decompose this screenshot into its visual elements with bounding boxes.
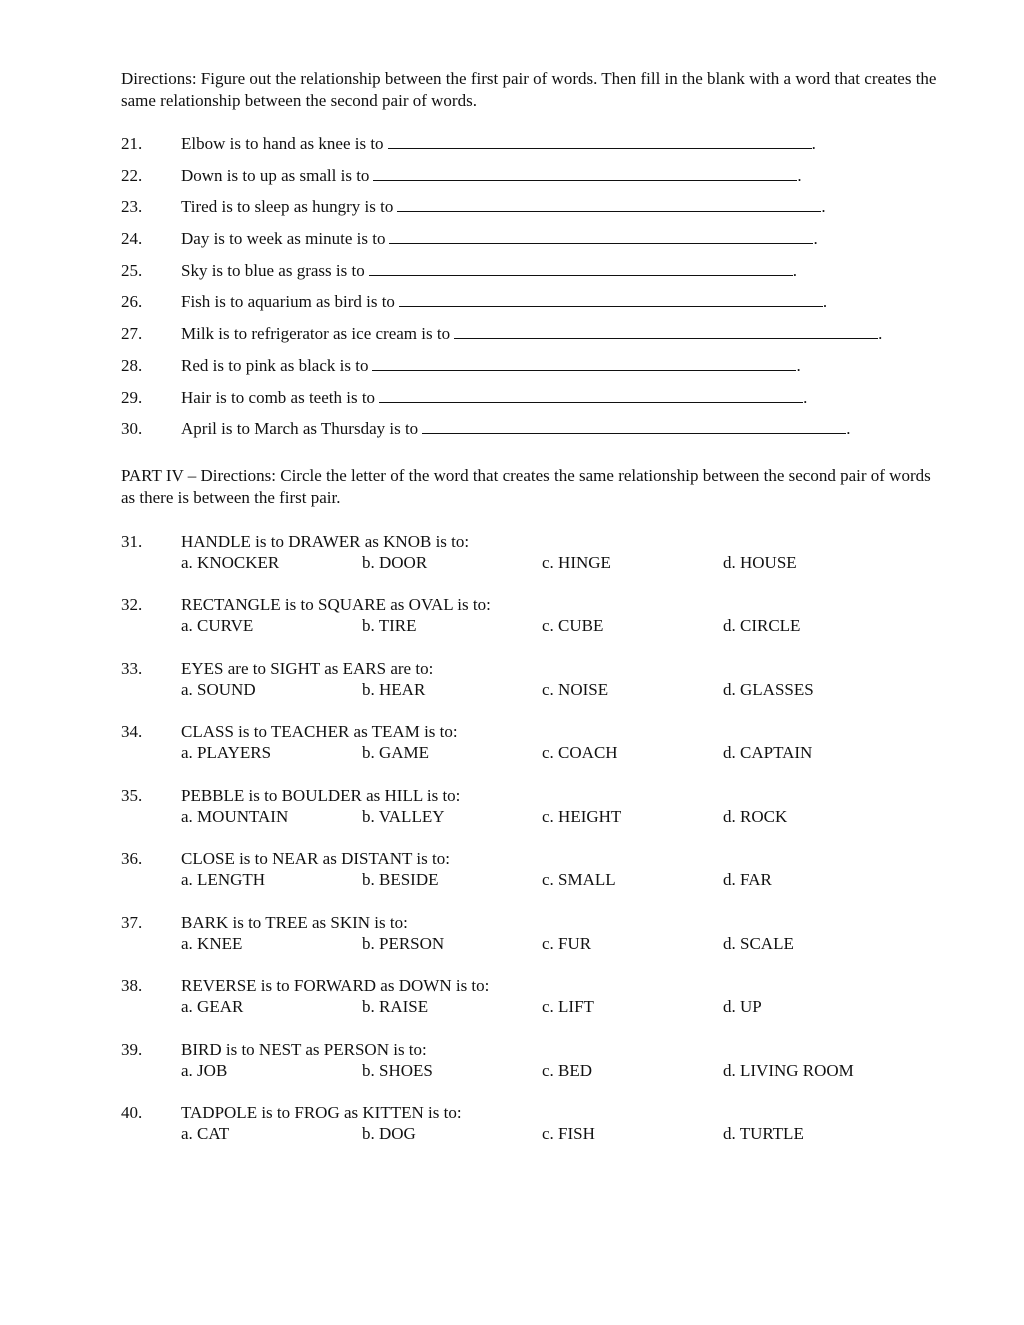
section3-directions: Directions: Figure out the relationship between the first pair of words. Then fill in the blank with a word that creates the same relationship between the second pair of words. [121,69,937,110]
fill-item [121,291,941,323]
worksheet [121,68,941,1166]
item-prompt: Milk is to refrigerator as ice cream is to [181,324,451,344]
answer-blank[interactable] [397,197,821,212]
option-d[interactable]: d. SCALE [723,933,794,953]
item-prompt: April is to March as Thursday is to [181,419,419,439]
answer-blank[interactable] [399,292,823,307]
mc-question [121,785,941,849]
option-d[interactable]: d. CIRCLE [723,616,801,636]
item-number: 22. [121,165,143,185]
answer-blank[interactable] [454,324,878,339]
item-number: 27. [121,324,143,344]
fill-item [121,133,941,165]
fill-item [121,228,941,260]
answer-blank[interactable] [379,388,803,403]
option-d[interactable]: d. UP [723,997,762,1017]
answer-blank[interactable] [372,356,796,371]
mc-question [121,594,941,658]
period: . [813,229,818,249]
fill-item [121,165,941,197]
period: . [821,197,826,217]
item-number: 35. [121,785,143,805]
item-number: 40. [121,1103,143,1123]
item-number: 34. [121,722,143,742]
fill-item [121,260,941,292]
option-a[interactable]: a. SOUND [181,679,256,699]
period: . [797,165,802,185]
option-d[interactable]: d. ROCK [723,806,788,826]
question-text: BIRD is to NEST as PERSON is to: [181,1039,427,1059]
option-c[interactable]: c. NOISE [542,679,609,699]
question-text: CLOSE is to NEAR as DISTANT is to: [181,849,450,869]
answer-blank[interactable] [373,166,797,181]
option-c[interactable]: c. CUBE [542,616,604,636]
item-number: 38. [121,976,143,996]
fill-item [121,418,941,450]
option-d[interactable]: d. TURTLE [723,1124,804,1144]
option-c[interactable]: c. COACH [542,743,618,763]
fill-in-list [121,133,941,450]
option-c[interactable]: c. SMALL [542,870,616,890]
question-text: HANDLE is to DRAWER as KNOB is to: [181,531,470,551]
option-b[interactable]: b. TIRE [362,616,417,636]
mc-question [121,912,941,976]
question-text: PEBBLE is to BOULDER as HILL is to: [181,785,461,805]
option-b[interactable]: b. BESIDE [362,870,439,890]
mc-question [121,975,941,1039]
answer-blank[interactable] [369,261,793,276]
period: . [822,292,828,312]
option-d[interactable]: d. CAPTAIN [723,743,813,763]
item-number: 21. [121,134,143,153]
option-b[interactable]: b. GAME [362,743,430,763]
item-number: 36. [121,849,143,869]
period: . [803,387,808,407]
item-number: 39. [121,1039,143,1059]
option-d[interactable]: d. LIVING ROOM [723,1060,854,1080]
answer-blank[interactable] [389,229,813,244]
option-b[interactable]: b. VALLEY [362,806,445,826]
item-number: 24. [121,229,143,249]
fill-item [121,387,941,419]
option-a[interactable]: a. MOUNTAIN [181,806,289,826]
option-a[interactable]: a. KNEE [181,933,243,953]
item-number: 26. [121,292,143,312]
option-c[interactable]: c. BED [542,1060,593,1080]
option-d[interactable]: d. HOUSE [723,552,797,572]
item-prompt: Down is to up as small is to [181,165,370,185]
mc-question [121,531,941,595]
option-b[interactable]: b. SHOES [362,1060,433,1080]
answer-blank[interactable] [388,134,812,149]
item-number: 33. [121,658,143,678]
item-prompt: Elbow is to hand as knee is to [181,134,384,153]
item-number: 37. [121,912,143,932]
option-c[interactable]: c. HEIGHT [542,806,622,826]
question-text: TADPOLE is to FROG as KITTEN is to: [181,1103,462,1123]
fill-item [121,196,941,228]
option-a[interactable]: a. JOB [181,1060,228,1080]
item-number: 23. [121,197,143,217]
option-d[interactable]: d. FAR [723,870,772,890]
fill-item [121,323,941,355]
option-c[interactable]: c. HINGE [542,552,611,572]
option-c[interactable]: c. FUR [542,933,592,953]
option-a[interactable]: a. CAT [181,1124,230,1144]
item-prompt: Red is to pink as black is to [181,355,369,375]
item-number: 25. [121,260,143,280]
fill-item [121,355,941,387]
period: . [796,355,801,375]
option-a[interactable]: a. CURVE [181,616,254,636]
item-prompt: Hair is to comb as teeth is to [181,387,376,407]
item-prompt: Tired is to sleep as hungry is to [181,197,394,217]
option-a[interactable]: a. GEAR [181,997,244,1017]
item-number: 29. [121,387,143,407]
option-d[interactable]: d. GLASSES [723,679,814,699]
option-b[interactable]: b. DOOR [362,552,428,572]
period: . [846,419,851,439]
option-c[interactable]: c. FISH [542,1124,595,1144]
option-c[interactable]: c. LIFT [542,997,594,1017]
option-b[interactable]: b. PERSON [362,933,445,953]
question-text: RECTANGLE is to SQUARE as OVAL is to: [181,595,491,615]
item-number: 30. [121,419,143,439]
multiple-choice-list [121,531,941,1166]
question-text: CLASS is to TEACHER as TEAM is to: [181,722,458,742]
mc-question [121,1039,941,1103]
mc-question [121,848,941,912]
item-number: 31. [121,531,143,551]
question-text: EYES are to SIGHT as EARS are to: [181,658,434,678]
option-a[interactable]: a. KNOCKER [181,552,280,572]
answer-blank[interactable] [422,419,846,434]
option-b[interactable]: b. HEAR [362,679,426,699]
item-prompt: Fish is to aquarium as bird is to [181,292,395,312]
option-a[interactable]: a. LENGTH [181,870,266,890]
mc-question [121,658,941,722]
question-text: REVERSE is to FORWARD as DOWN is to: [181,976,490,996]
option-a[interactable]: a. PLAYERS [181,743,272,763]
period: . [878,324,883,344]
mc-question [121,1102,941,1166]
period: . [792,260,797,280]
section4-directions: PART IV – Directions: Circle the letter of the word that creates the same relationship between the second pair of words as there is between the first pair. [121,465,931,507]
period: . [811,134,816,153]
question-text: BARK is to TREE as SKIN is to: [181,912,408,932]
option-b[interactable]: b. RAISE [362,997,429,1017]
mc-question [121,721,941,785]
item-prompt: Sky is to blue as grass is to [181,260,365,280]
item-number: 28. [121,355,143,375]
option-b[interactable]: b. DOG [362,1124,416,1144]
item-prompt: Day is to week as minute is to [181,229,386,249]
item-number: 32. [121,595,143,615]
